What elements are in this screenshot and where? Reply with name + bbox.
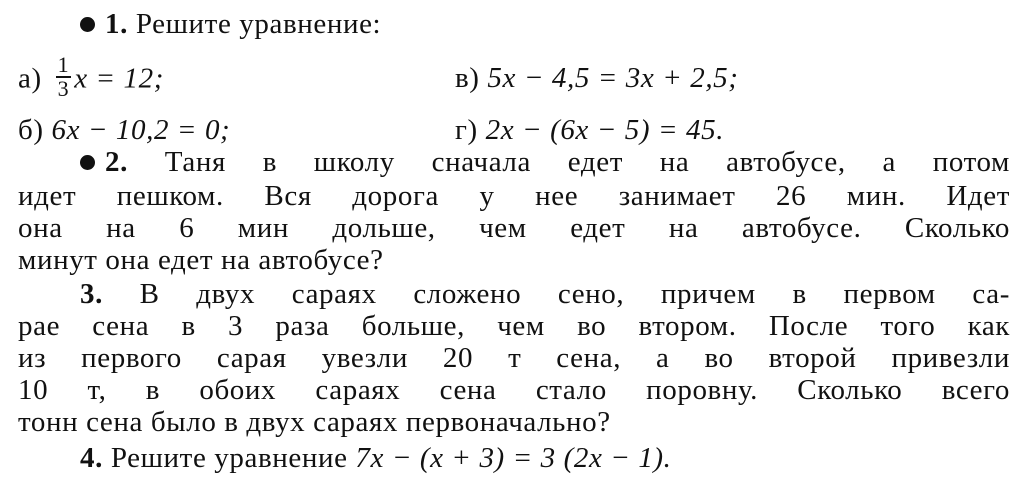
task3-line-3: из первого сарая увезли 20 т сена, а во второй привезли: [18, 342, 1010, 374]
task4-expression: 7x − (x + 3) = 3 (2x − 1).: [355, 442, 672, 474]
item-v-expression: 5x − 4,5 = 3x + 2,5;: [487, 62, 739, 94]
item-b-label: б): [18, 114, 44, 146]
task3-line-4: 10 т, в обоих сараях сена стало поровну. Сколько всего: [18, 374, 1010, 406]
task3-number: 3.: [80, 278, 103, 310]
task2-line-4: минут она едет на автобусе?: [18, 244, 384, 276]
fraction-numerator: 1: [57, 52, 70, 77]
task4-text: Решите уравнение: [110, 442, 348, 474]
item-g-label: г): [455, 114, 478, 146]
item-b-expression: 6x − 10,2 = 0;: [51, 114, 231, 146]
task1-heading: [80, 8, 381, 40]
task1-item-v: [455, 62, 739, 94]
task2-line-1: [80, 146, 1010, 178]
bullet-icon: [80, 17, 95, 32]
task1-heading-text: Решите уравнение:: [135, 8, 382, 40]
task2-line-3: она на 6 мин дольше, чем едет на автобусе. Сколько: [18, 212, 1010, 244]
task1-item-a: [18, 52, 165, 104]
task2-number: 2.: [105, 146, 128, 178]
task1-item-g: [455, 114, 724, 146]
fraction-one-third: [56, 54, 72, 100]
item-v-label: в): [455, 62, 480, 94]
task4-line: [80, 442, 672, 474]
item-a-expression: x = 12;: [74, 62, 165, 95]
task1-item-b: [18, 114, 230, 146]
task3-line-5: тонн сена было в двух сараях первоначально?: [18, 406, 611, 438]
fraction-denominator: 3: [57, 76, 70, 101]
bullet-icon: [80, 155, 95, 170]
task2-line-2: идет пешком. Вся дорога у нее занимает 26 мин. Идет: [18, 180, 1010, 212]
task3-line-2: рае сена в 3 раза больше, чем во втором. После того как: [18, 310, 1010, 342]
task3-text-line-1: В двух сараях сложено сено, причем в первом са-: [139, 278, 1010, 310]
task2-text-line-1: Таня в школу сначала едет на автобусе, а потом: [164, 146, 1010, 178]
task1-number: 1.: [105, 8, 128, 40]
item-a-label: а): [18, 62, 42, 95]
item-g-expression: 2x − (6x − 5) = 45.: [485, 114, 725, 146]
task4-number: 4.: [80, 442, 103, 474]
task3-line-1: [80, 278, 1010, 310]
